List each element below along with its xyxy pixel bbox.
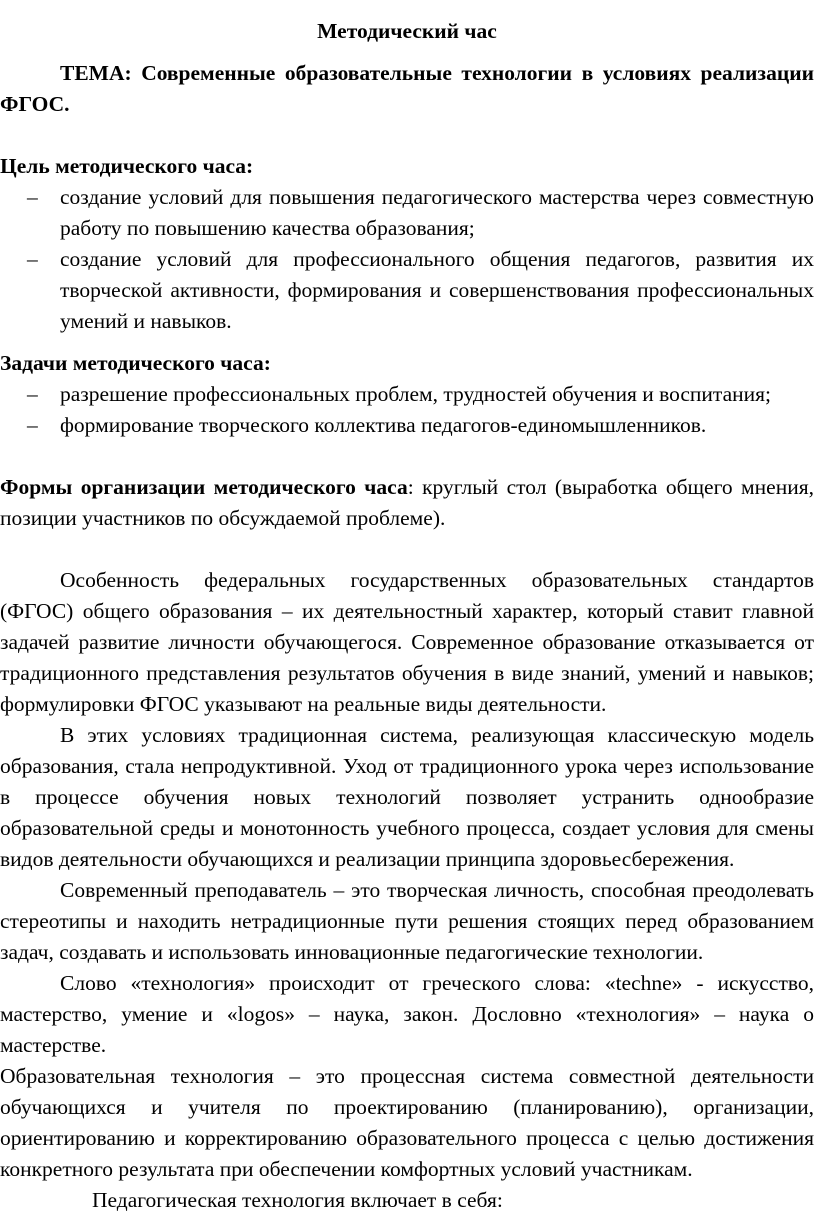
forms-paragraph: [0, 472, 814, 534]
body-paragraph: Слово «технология» происходит от греческого слова: «techne» - искусство, мастерство, умение и «logos» – наука, закон. Дословно «технология» – наука о мастерстве.: [0, 971, 814, 1057]
tasks-list: [0, 379, 814, 441]
body-paragraph: Особенность федеральных государственных образовательных стандартов (ФГОС) общего образования – их деятельностный характер, который ставит главной задачей развитие личности обучающегося. Современное образование отказывается от традиционного представления результатов обучения в виде знаний, умений и навыков; формулировки ФГОС указывают на реальные виды деятельности.: [0, 568, 814, 716]
document-theme: ТЕМА: Современные образовательные технологии в условиях реализации ФГОС.: [0, 61, 814, 116]
tasks-heading: Задачи методического часа:: [0, 351, 271, 375]
dash-marker: –: [27, 413, 38, 437]
list-item: [0, 379, 814, 410]
list-item: [0, 182, 814, 244]
body-paragraph: Педагогическая технология включает в себя:: [92, 1188, 503, 1212]
body-paragraph: Современный преподаватель – это творческая личность, способная преодолевать стереотипы и находить нетрадиционные пути решения стоящих перед образованием задач, создавать и использовать инновационные педагогические технологии.: [0, 878, 814, 964]
goal-item-text: создание условий для профессионального общения педагогов, развития их творческой активности, формирования и совершенствования профессиональных умений и навыков.: [60, 247, 814, 333]
dash-marker: –: [27, 247, 38, 271]
goals-heading: Цель методического часа:: [0, 154, 254, 178]
list-item: [0, 244, 814, 337]
forms-label: Формы организации методического часа: [0, 475, 408, 499]
document-page: [0, 16, 814, 1216]
body-paragraph: В этих условиях традиционная система, реализующая классическую модель образования, стала непродуктивной. Уход от традиционного урока через использование в процессе обучения новых технологий позволяет устранить однообразие образовательной среды и монотонность учебного процесса, создает условия для смены видов деятельности обучающихся и реализации принципа здоровьесбережения.: [0, 723, 814, 871]
task-item-text: формирование творческого коллектива педагогов-единомышленников.: [60, 413, 707, 437]
goal-item-text: создание условий для повышения педагогического мастерства через совместную работу по повышению качества образования;: [60, 185, 814, 240]
body-paragraph: Образовательная технология – это процессная система совместной деятельности обучающихся и учителя по проектированию (планированию), организации, ориентированию и корректированию образовательного процесса с целью достижения конкретного результата при обеспечении комфортных условий участникам.: [0, 1064, 814, 1181]
goals-list: [0, 182, 814, 337]
dash-marker: –: [27, 185, 38, 209]
list-item: [0, 410, 814, 441]
dash-marker: –: [27, 382, 38, 406]
task-item-text: разрешение профессиональных проблем, трудностей обучения и воспитания;: [60, 382, 772, 406]
forms-text: : круглый стол (выработка общего мнения, позиции участников по обсуждаемой проблеме).: [0, 475, 814, 530]
document-title: Методический час: [317, 19, 497, 43]
